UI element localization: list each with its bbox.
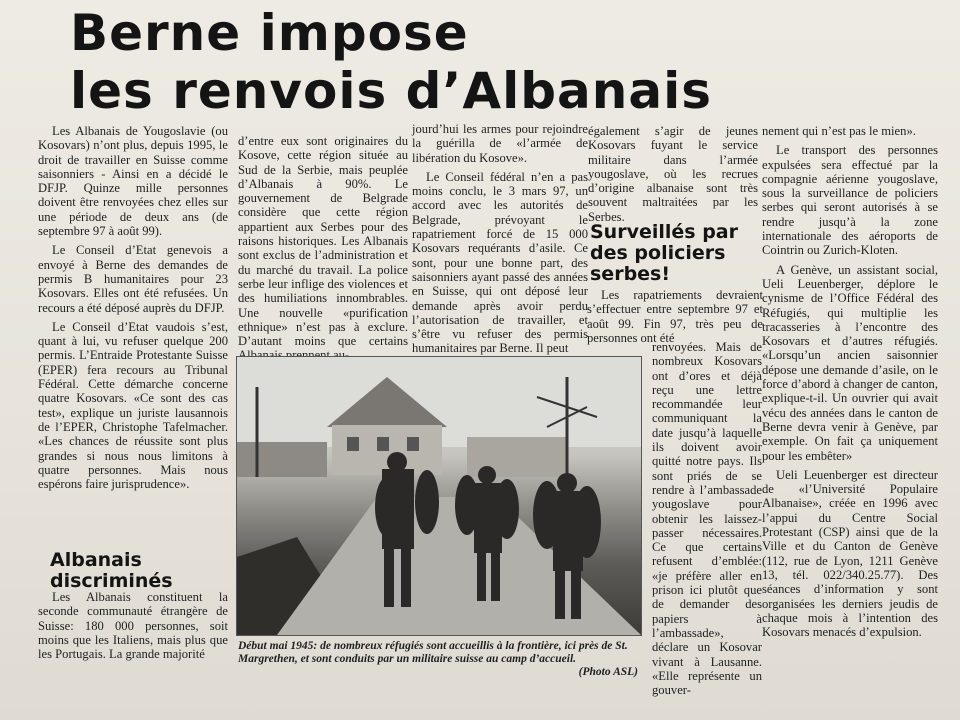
paragraph: nement qui n’est pas le mien». (762, 124, 916, 138)
article-column-3 (412, 122, 588, 361)
paragraph: Les rapatriements devraient s’effectuer entre septembre 97 et août 99. Fin 97, très peu de personnes ont été (587, 288, 763, 345)
headline-line-2: les renvois d’Albanais (70, 62, 713, 120)
paragraph: Le Conseil d’Etat genevois a envoyé à Berne des demandes de permis B humanitaires pour 23 Kosovars. Elles ont été refusées. Un recours a été déposé auprès du DFJP. (38, 243, 228, 315)
photo-credit: (Photo ASL) (578, 666, 638, 678)
article-column-5 (762, 124, 938, 644)
headline (70, 4, 712, 120)
paragraph: A Genève, un assistant social, Ueli Leuenberger, déplore le cynisme de l’Office Fédéral des Réfugiés, qui multiplie les tracasseries à l’encontre des Kosovars et d’autres réfugiés. «Lorsqu’un ancien saisonnier dépose une demande d’asile, on le force d’abord à changer de canton, explique-t-il. Un ouvrier qui avait vécu des années dans le canton de Berne devra venir à Genève, par exemple. On fait ça uniquement pour les embêter» (762, 262, 938, 463)
paragraph: Le Conseil d’Etat vaudois s’est, quant à lui, vu refuser quelque 200 permis. L’Entraide Protestante Suisse (EPER) fera recours au Tribunal Fédéral. Cette démarche concerne quatre Kosovars. «Ce sont des cas test», explique un juriste lausannois de l’EPER, Christophe Tafelmacher. «Les chances de réussite sont plus grandes si nous nous limitons à quatre personnes. Mais nous espérons faire jurisprudence». (38, 319, 228, 492)
historical-photo (236, 356, 642, 636)
paragraph: d’entre eux sont originaires du Kosove, cette région située au Sud de la Serbie, mais peuplée d’Albanais à 90%. Le gouvernement de Belgrade considère que cette région appartient aux Serbes pour des raisons historiques. Les Albanais sont exclus de l’administration et du marché du travail. La police serbe leur inflige des violences et des humiliations innombrables. Une nouvelle «purification ethnique» n’est pas à exclure. D’autant moins que certains (238, 134, 408, 349)
headline-line-1: Berne impose (70, 4, 469, 62)
paragraph: Les Albanais constituent la seconde communauté étrangère de Suisse: 180 000 personnes, soit moins que les Italiens, mais plus que les Portugais. La grande majorité (38, 590, 228, 662)
paragraph: Ueli Leuenberger est directeur de «l’Université Populaire Albanaise», créée en 1996 avec l’appui du Centre Social Protestant (CSP) ainsi que de la Ville et du Canton de Genève (112, rue de Lyon, 1211 Genève 13, tél. 022/340.25.77). Des séances d’information y sont organisées les derniers jeudis de chaque mois à l’intention des Kosovars menacés d’expulsion. (762, 467, 938, 640)
paragraph: renvoyées. Mais de nombreux Kosovars ont d’ores et déjà reçu une lettre recommandée leur communiquant la date jusqu’à laquelle ils doivent avoir quitté notre pays. Ils sont priés de se rendre à l’ambassade yougoslave pour obtenir les laissez-passer nécessaires. Ce que certains refusent d’emblée: «je préfère aller en prison ici plutôt que de demander des papiers à l’ambassade», déclare un Kosovar vivant à Lausanne. «Elle représente un gouver- (652, 340, 762, 698)
paragraph: Le transport des personnes expulsées sera effectué par la compagnie aérienne yougoslave, sous la surveillance de policiers serbes qui seront autorisés à se rendre jusqu’à la zone internationale des aéroports de Cointrin ou Zurich-Kloten. (762, 143, 938, 258)
article-column-1 (38, 124, 228, 496)
paragraph: Les Albanais de Yougoslavie (ou Kosovars) n’ont plus, depuis 1995, le droit de travailler en Suisse comme saisonniers - Ainsi en a décidé le DFJP. Quinze mille personnes doivent être renvoyées chez elles sur une période de deux ans (de septembre 97 à août 99). (38, 124, 228, 239)
paragraph: Le Conseil fédéral n’en a pas moins conclu, le 3 mars 97, un accord avec les autorités de Belgrade, prévoyant le rapatriement forcé de 15 000 Kosovars requérants d’asile. Ce sont, pour une bonne part, des saisonniers ayant passé des années en Suisse, qui ont déposé leur demande après avoir perdu l’autorisation de travailler, et s’être vu refuser des permis humanitaires par Berne. Il peut (412, 169, 588, 356)
article-column-4-beside-photo (652, 340, 762, 702)
article-column-2 (238, 134, 408, 368)
photo-illustration (237, 357, 641, 635)
subheading-albanais-discrimines: Albanais discriminés (50, 549, 173, 592)
photo-caption (238, 640, 638, 679)
paragraph: jourd’hui les armes pour rejoindre la guérilla de «l’armée de libération du Kosove». (412, 122, 588, 165)
article-column-1-continued (38, 590, 228, 666)
paragraph: également s’agir de jeunes Kosovars fuyant le service militaire dans l’armée yougoslave, où les recrues d’origine albanaise sont très souvent maltraitées par les Serbes. (588, 124, 758, 224)
caption-text: Début mai 1945: de nombreux réfugiés sont accueillis à la frontière, ici près de St. Margrethen, et sont conduits par un militaire suisse au camp d’accueil. (238, 640, 628, 665)
article-column-4 (588, 124, 758, 229)
subheading-surveilles: Surveillés par des policiers serbes! (590, 221, 738, 285)
